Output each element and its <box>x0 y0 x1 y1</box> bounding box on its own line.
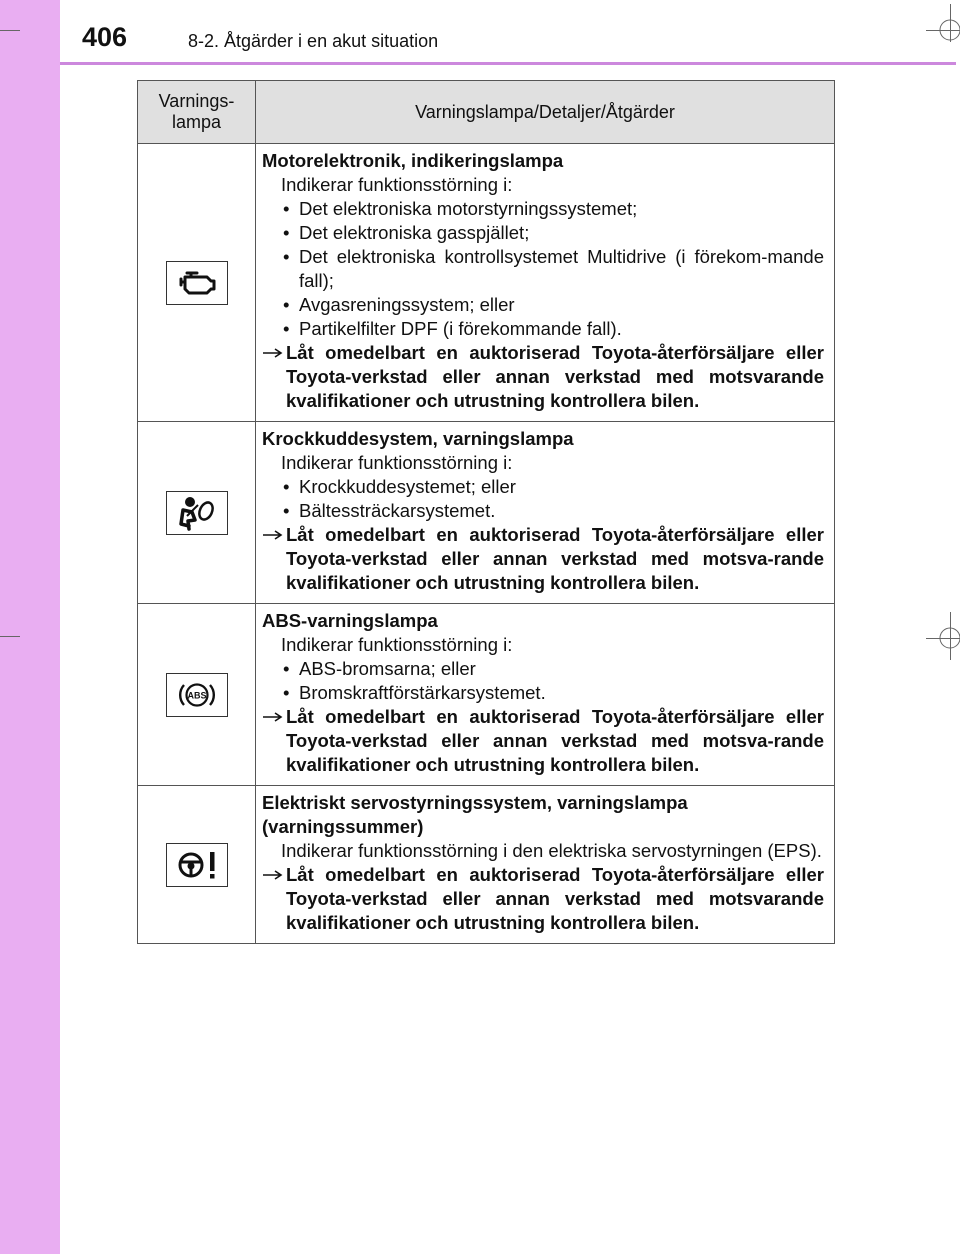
action-text: Låt omedelbart en auktoriserad Toyota-återförsäljare eller Toyota-verkstad eller annan verkstad med motsva-rande kvalifikationer och utrustning kontrollera bilen. <box>262 705 824 777</box>
section-title: 8-2. Åtgärder i en akut situation <box>188 31 439 51</box>
arrow-right-icon <box>262 530 284 540</box>
bullet-list <box>262 197 824 341</box>
warning-intro: Indikerar funktionsstörning i: <box>281 174 513 195</box>
warning-intro: Indikerar funktionsstörning i den elektriska servostyrningen (EPS). <box>281 840 822 861</box>
bullet-item: • Det elektroniska motorstyrningssystemet; <box>281 197 824 221</box>
crop-mark-left-middle <box>0 636 20 637</box>
crop-mark-left-top <box>0 30 20 31</box>
bullet-item: • Bältessträckarsystemet. <box>281 499 824 523</box>
bullet-item: • ABS-bromsarna; eller <box>281 657 824 681</box>
warning-title: Elektriskt servostyrningssystem, varningslampa (varningssummer) <box>262 792 688 837</box>
bullet-item: • Bromskraftförstärkarsystemet. <box>281 681 824 705</box>
bullet-item: • Avgasreningssystem; eller <box>281 293 824 317</box>
lamp-cell <box>138 422 256 604</box>
warning-lights-table <box>137 80 835 944</box>
col-header-details: Varningslampa/Detaljer/Åtgärder <box>256 81 835 144</box>
table-row <box>138 144 835 422</box>
arrow-right-icon <box>262 712 284 722</box>
header-rule <box>60 62 956 65</box>
bullet-item: • Krockkuddesystemet; eller <box>281 475 824 499</box>
arrow-right-icon <box>262 348 284 358</box>
warning-intro: Indikerar funktionsstörning i: <box>281 452 513 473</box>
action-text: Låt omedelbart en auktoriserad Toyota-återförsäljare eller Toyota-verkstad eller annan verkstad med motsvarande kvalifikationer och utrustning kontrollera bilen. <box>262 863 824 935</box>
abs-icon <box>166 673 228 717</box>
airbag-icon <box>166 491 228 535</box>
col-header-lamp: Varnings- lampa <box>138 81 256 144</box>
power-steering-icon <box>166 843 228 887</box>
details-cell <box>256 144 835 422</box>
bullet-list <box>262 657 824 705</box>
table-row <box>138 786 835 944</box>
table-row <box>138 422 835 604</box>
warning-title: Motorelektronik, indikeringslampa <box>262 150 564 171</box>
action-text: Låt omedelbart en auktoriserad Toyota-återförsäljare eller Toyota-verkstad eller annan verkstad med motsva-rande kvalifikationer och utrustning kontrollera bilen. <box>262 523 824 595</box>
svg-text:ABS: ABS <box>186 690 207 700</box>
lamp-cell <box>138 604 256 786</box>
action-text: Låt omedelbart en auktoriserad Toyota-återförsäljare eller Toyota-verkstad eller annan verkstad med motsvarande kvalifikationer och utrustning kontrollera bilen. <box>262 341 824 413</box>
side-color-band <box>0 0 60 1254</box>
bullet-item: • Det elektroniska gasspjället; <box>281 221 824 245</box>
warning-title: Krockkuddesystem, varningslampa <box>262 428 574 449</box>
table-header-row <box>138 81 835 144</box>
page-number: 406 <box>82 22 128 52</box>
warning-intro: Indikerar funktionsstörning i: <box>281 634 513 655</box>
engine-check-icon <box>166 261 228 305</box>
details-cell <box>256 422 835 604</box>
warning-title: ABS-varningslampa <box>262 610 438 631</box>
bullet-list <box>262 475 824 523</box>
lamp-cell <box>138 786 256 944</box>
arrow-right-icon <box>262 870 284 880</box>
details-cell <box>256 786 835 944</box>
bullet-item: • Det elektroniska kontrollsystemet Multidrive (i förekom-mande fall); <box>281 245 824 293</box>
table-row <box>138 604 835 786</box>
lamp-cell <box>138 144 256 422</box>
bullet-item: • Partikelfilter DPF (i förekommande fall). <box>281 317 824 341</box>
details-cell <box>256 604 835 786</box>
